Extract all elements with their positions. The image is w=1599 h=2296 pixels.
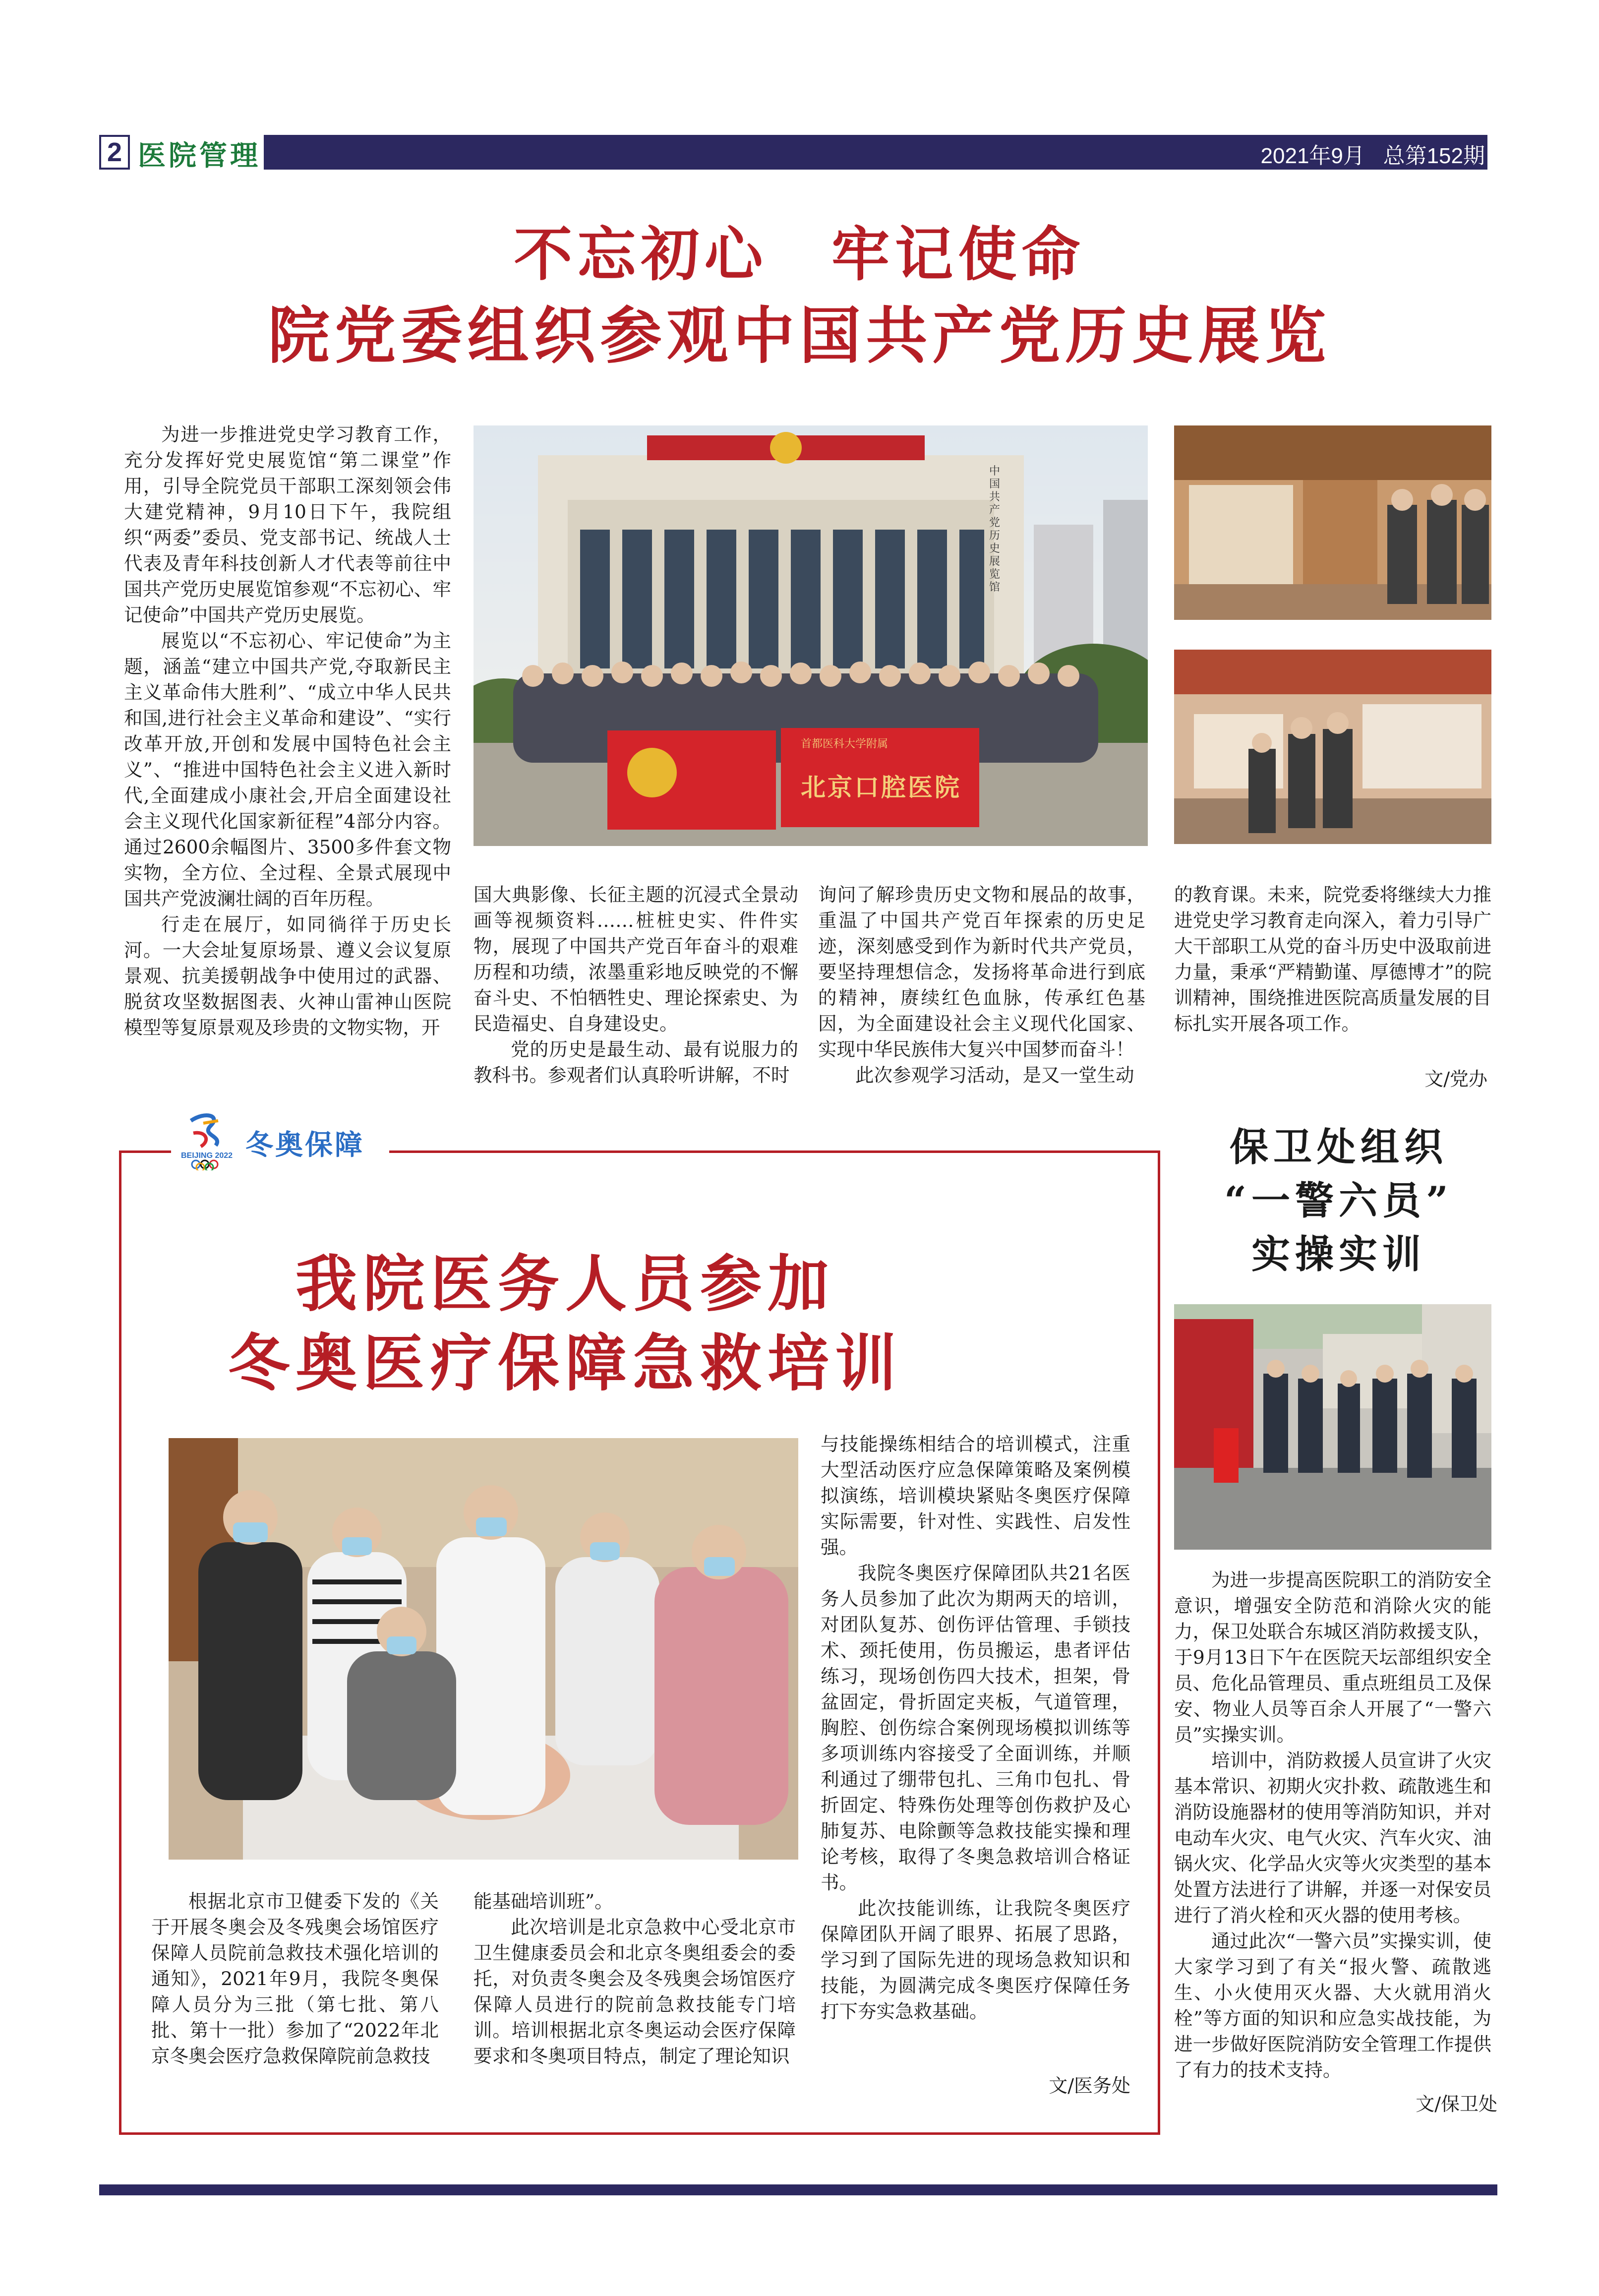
article2-title-line2: 冬奥医疗保障急救培训 — [228, 1328, 902, 1399]
article1-title-line2: 院党委组织参观中国共产党历史展览 — [268, 300, 1331, 372]
article1-byline: 文/党办 — [1424, 1068, 1487, 1090]
article1-para: 此次参观学习活动，是又一堂生动 — [855, 1064, 1134, 1086]
article3-title-line2: “一警六员” — [1224, 1178, 1453, 1223]
article2-col-right — [821, 1431, 1130, 2024]
banner-small-text: 首都医科大学附属 — [801, 738, 888, 750]
beijing-2022-emblem-icon — [176, 1106, 240, 1170]
article1-col1 — [124, 422, 451, 1040]
exhibit-photo-2 — [1174, 650, 1491, 844]
fire-drill-photo-svg — [1174, 1304, 1491, 1550]
article2-para: 此次培训是北京急救中心受北京市卫生健康委员会和北京冬奥组委会的委托，对负责冬奥会及冬残奥会场馆医疗保障人员进行的院前急救技能专门培训。培训根据北京冬奥运动会医疗保障要求和冬奥项目特点，制定了理论知识 — [474, 1916, 796, 2067]
article2-para: 根据北京市卫健委下发的《关于开展冬奥会及冬残奥会场馆医疗保障人员院前急救技术强化培训的通知》，2021年9月，我院冬奥保障人员分为三批（第七批、第八批、第十一批）参加了“2022年北京冬奥会医疗急救保障院前急救技 — [151, 1890, 439, 2067]
article1-para: 的教育课。未来，院党委将继续大力推进党史学习教育走向深入，着力引导广大干部职工从党的奋斗历史中汲取前进力量，秉承“严精勤谨、厚德博才”的院训精神，围绕推进医院高质量发展的目标扎实开展各项工作。 — [1174, 884, 1491, 1034]
badge-label: 冬奥保障 — [245, 1129, 364, 1160]
article3-para: 通过此次“一警六员”实操实训，使大家学习到了有关“报火警、疏散逃生、小火使用灭火器、大火就用消火栓”等方面的知识和应急实战技能，为进一步做好医院消防安全管理工作提供了有力的技术支持。 — [1174, 1930, 1491, 2081]
cpr-training-photo — [169, 1438, 798, 1860]
article2-byline: 文/医务处 — [1049, 2075, 1130, 2097]
article2-col-left — [151, 1888, 439, 2069]
exhibit-photo-1-svg — [1174, 425, 1491, 620]
article1-col3 — [818, 882, 1145, 1088]
article2-para: 能基础培训班”。 — [474, 1890, 613, 1912]
article1-para: 为进一步推进党史学习教育工作，充分发挥好党史展览馆“第二课堂”作用，引导全院党员干部职工深刻领会伟大建党精神，9月10日下午，我院组织“两委”委员、党支部书记、统战人士代表及青年科技创新人才代表等前往中国共产党历史展览馆参观“不忘初心、牢记使命”中国共产党历史展览。 — [124, 423, 451, 626]
article3-para: 为进一步提高医院职工的消防安全意识，增强安全防范和消除火灾的能力，保卫处联合东城区消防救援支队，于9月13日下午在医院天坛部组织安全员、危化品管理员、重点班组员工及保安、物业人员等百余人开展了“一警六员”实操实训。 — [1174, 1569, 1491, 1746]
banner-text: 北京口腔医院 — [801, 773, 961, 802]
group-photo — [474, 425, 1148, 846]
cpr-training-photo-svg — [169, 1438, 798, 1860]
article1-para: 国大典影像、长征主题的沉浸式全景动画等视频资料……桩桩史实、件件实物，展现了中国共产党百年奋斗的艰难历程和功绩，浓墨重彩地反映党的不懈奋斗史、不怕牺牲史、理论探索史、为民造福史、自身建设史。 — [474, 884, 798, 1034]
article2-col-mid — [474, 1888, 796, 2069]
article1-para: 询问了解珍贵历史文物和展品的故事，重温了中国共产党百年探索的历史足迹，深刻感受到作为新时代共产党员，要坚持理想信念，发扬将革命进行到底的精神，赓续红色血脉，传承红色基因，为全面建设社会主义现代化国家、实现中华民族伟大复兴中国梦而奋斗！ — [818, 884, 1145, 1060]
article3-body — [1174, 1567, 1491, 2083]
article1-para: 行走在展厅，如同徜徉于历史长河。一大会址复原场景、遵义会议复原景观、抗美援朝战争中使用过的武器、脱贫攻坚数据图表、火神山雷神山医院模型等复原景观及珍贵的文物实物，开 — [124, 913, 451, 1038]
section-title: 医院管理 — [138, 139, 261, 172]
building-sign: 中国共产党历史展览馆 — [989, 465, 1001, 594]
article3-byline: 文/保卫处 — [1416, 2093, 1497, 2115]
article2-para: 我院冬奥医疗保障团队共21名医务人员参加了此次为期两天的培训，对团队复苏、创伤评估管理、手锁技术、颈托使用，伤员搬运，患者评估练习，现场创伤四大技术，担架，骨盆固定，骨折固定夹板，气道管理，胸腔、创伤综合案例现场模拟训练等多项训练内容接受了全面训练，并顺利通过了绷带包扎、三角巾包扎、骨折固定、特殊伤处理等创伤救护及心肺复苏、电除颤等急救技能实操和理论考核，取得了冬奥急救培训合格证书。 — [821, 1562, 1130, 1893]
article3-para: 培训中，消防救援人员宣讲了火灾基本常识、初期火灾扑救、疏散逃生和消防设施器材的使用等消防知识，并对电动车火灾、电气火灾、汽车火灾、油锅火灾、化学品火灾等火灾类型的基本处置方法进行了讲解，并逐一对保安员进行了消火栓和灭火器的使用考核。 — [1174, 1750, 1491, 1926]
page-number: 2 — [99, 135, 130, 170]
article3-title-line3: 实操实训 — [1251, 1232, 1426, 1277]
olympic-badge — [171, 1106, 389, 1170]
exhibit-photo-2-svg — [1174, 650, 1491, 844]
exhibit-photo-1 — [1174, 425, 1491, 620]
article2-para: 与技能操练相结合的培训模式，注重大型活动医疗应急保障策略及案例模拟演练，培训模块紧贴冬奥医疗保障实际需要，针对性、实践性、启发性强。 — [821, 1433, 1130, 1558]
badge-caption: BEIJING 2022 — [181, 1151, 233, 1160]
article2-title-line1: 我院医务人员参加 — [295, 1248, 835, 1320]
article2-para: 此次技能训练，让我院冬奥医疗保障团队开阔了眼界、拓展了思路，学习到了国际先进的现场急救知识和技能，为圆满完成冬奥医疗保障任务打下夯实急救基础。 — [821, 1897, 1130, 2022]
article1-col2 — [474, 882, 798, 1088]
article1-title-line1: 不忘初心 牢记使命 — [514, 220, 1085, 289]
issue-info: 2021年9月 总第152期 — [1260, 144, 1485, 168]
article1-col4 — [1174, 882, 1491, 1036]
footer-bar — [99, 2184, 1497, 2195]
article1-para: 党的历史是最生动、最有说服力的教科书。参观者们认真聆听讲解，不时 — [474, 1038, 798, 1086]
article1-para: 展览以“不忘初心、牢记使命”为主题，涵盖“建立中国共产党,夺取新民主主义革命伟大胜利”、“成立中华人民共和国,进行社会主义革命和建设”、“实行改革开放,开创和发展中国特色社会主义”、“推进中国特色社会主义进入新时代,全面建成小康社会,开启全面建设社会主义现代化国家新征程”4部分内容。通过2600余幅图片、3500多件套文物实物，全方位、全过程、全景式展现中国共产党波澜壮阔的百年历程。 — [124, 630, 451, 909]
fire-drill-photo — [1174, 1304, 1491, 1550]
article3-title-line1: 保卫处组织 — [1229, 1125, 1448, 1170]
